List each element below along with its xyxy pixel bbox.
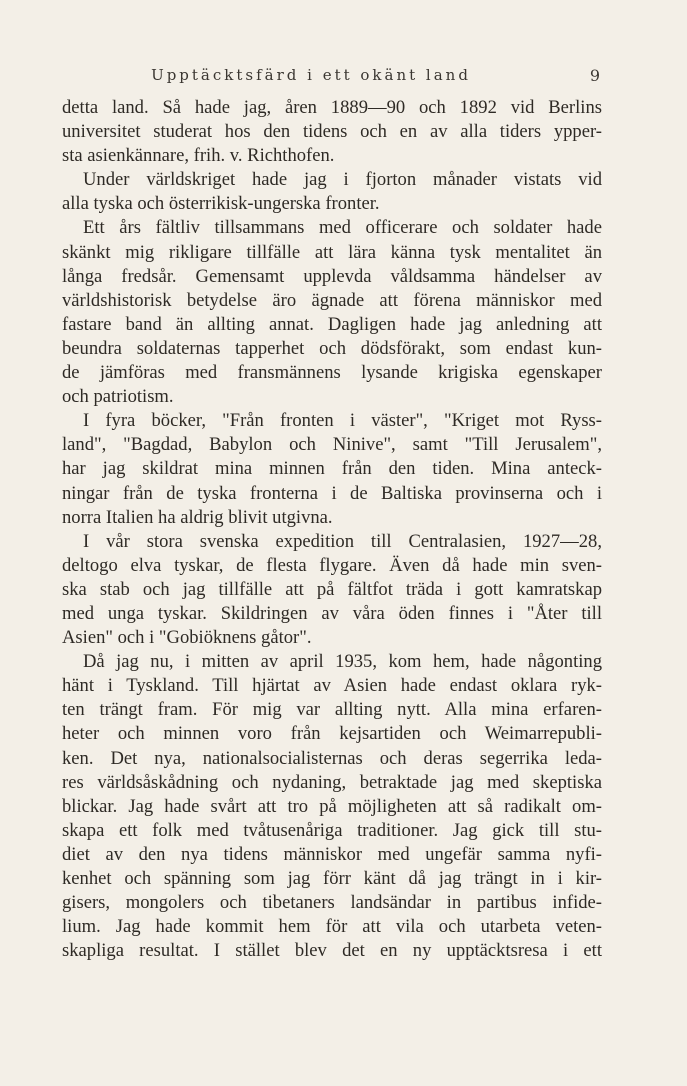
text-line: skänkt mig rikligare tillfälle att lära känna tysk mentalitet än — [62, 241, 602, 263]
text-line: land", "Bagdad, Babylon och Ninive", samt "Till Jerusalem", — [62, 434, 602, 456]
paragraph — [62, 96, 602, 168]
text-line: deltogo elva tyskar, de flesta flygare. Även då hade min sven- — [62, 554, 602, 576]
text-line: blickar. Jag hade svårt att tro på möjligheten att så radikalt om- — [62, 795, 602, 817]
paragraph — [62, 409, 602, 529]
text-line: världshistorisk betydelse äro ägnade att förena människor med — [62, 289, 602, 311]
text-line: universitet studerat hos den tidens och en av alla tiders ypper- — [62, 121, 602, 143]
text-line: ken. Det nya, nationalsocialisternas och deras segerrika leda- — [62, 747, 602, 769]
paragraph — [62, 168, 602, 216]
text-line: alla tyska och österrikisk-ungerska fronter. — [62, 193, 380, 215]
text-line: gisers, mongolers och tibetaners landsändar in partibus infide- — [62, 892, 602, 914]
text-line: Under världskriget hade jag i fjorton månader vistats vid — [83, 169, 602, 191]
running-title: Upptäcktsfärd i ett okänt land — [151, 66, 471, 84]
body-text — [62, 96, 602, 963]
text-line: sta asienkännare, frih. v. Richthofen. — [62, 145, 335, 167]
text-line: res världsåskådning och nydaning, betraktade jag med skeptiska — [62, 771, 602, 793]
text-line: de jämföras med fransmännens lysande krigiska egenskaper — [62, 362, 602, 384]
paragraph — [62, 216, 602, 409]
text-line: kenhet och spänning som jag förr känt då jag trängt in i kir- — [62, 868, 602, 889]
text-line: lium. Jag hade kommit hem för att vila och utarbeta veten- — [62, 916, 602, 938]
running-head — [62, 66, 600, 88]
text-line: skapliga resultat. I stället blev det en ny upptäcktsresa i ett — [62, 940, 602, 962]
text-line: heter och minnen voro från kejsartiden och Weimarrepubli- — [62, 723, 602, 745]
paragraph — [62, 530, 602, 650]
text-line: och patriotism. — [62, 386, 174, 408]
text-line: I fyra böcker, "Från fronten i väster", "Kriget mot Ryss- — [83, 410, 602, 432]
text-line: Asien" och i "Gobiöknens gåtor". — [62, 627, 312, 649]
text-line: beundra soldaternas tapperhet och dödsförakt, som endast kun- — [62, 337, 602, 359]
text-line: skapa ett folk med tvåtusenåriga traditioner. Jag gick till stu- — [62, 819, 602, 841]
text-line: har jag skildrat mina minnen från den tiden. Mina anteck- — [62, 458, 602, 480]
text-line: diet av den nya tidens människor med ungefär samma nyfi- — [62, 843, 602, 865]
text-line: ningar från de tyska fronterna i de Baltiska provinserna och i — [62, 482, 602, 504]
page-number: 9 — [589, 66, 600, 85]
text-line: detta land. Så hade jag, åren 1889—90 och 1892 vid Berlins — [62, 97, 602, 118]
text-line: med unga tyskar. Skildringen av våra öden finnes i "Åter till — [62, 602, 602, 624]
paragraph — [62, 650, 602, 963]
text-line: Ett års fältliv tillsammans med officerare och soldater hade — [83, 217, 602, 239]
text-line: ska stab och jag tillfälle att på fältfot träda i gott kamratskap — [62, 578, 602, 600]
text-line: fastare band än allting annat. Dagligen hade jag anledning att — [62, 313, 602, 335]
text-line: Då jag nu, i mitten av april 1935, kom hem, hade någonting — [83, 651, 602, 673]
text-line: ten trängt fram. För mig var allting nytt. Alla mina erfaren- — [62, 699, 602, 721]
text-line: I vår stora svenska expedition till Centralasien, 1927—28, — [83, 530, 602, 552]
text-line: norra Italien ha aldrig blivit utgivna. — [62, 506, 333, 528]
text-line: långa fredsår. Gemensamt upplevda våldsamma händelser av — [62, 265, 602, 287]
text-line: hänt i Tyskland. Till hjärtat av Asien hade endast oklara ryk- — [62, 675, 602, 697]
